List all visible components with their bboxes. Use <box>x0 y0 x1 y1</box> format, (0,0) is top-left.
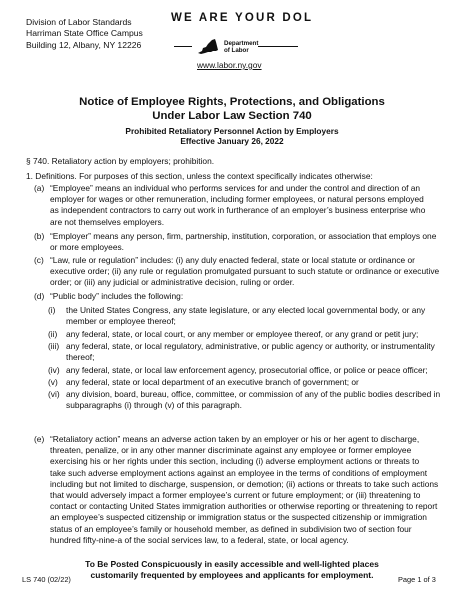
item-label: (vi) <box>48 389 60 399</box>
text-line: any division, board, bureau, office, committee, or commission of any of the public bodies described in <box>66 389 441 399</box>
text-line: any federal, state, or local regulatory, administrative, or public agency or authority, or instrumentality <box>66 341 435 351</box>
public-body-item <box>48 389 440 411</box>
item-label: (a) <box>34 183 45 193</box>
item-label: (b) <box>34 231 45 241</box>
text-line: “Law, rule or regulation” includes: (i) any duly enacted federal, state or local statute or ordinance or <box>50 255 415 265</box>
text-line: exercising his or her rights under this section, including (i) adverse employment actions or threats to <box>50 456 420 467</box>
definition-c <box>34 255 440 289</box>
text-line: “Employee” means an individual who performs services for and under the control and direction of an <box>50 183 421 193</box>
public-body-item <box>48 329 440 340</box>
notice-title: Notice of Employee Rights, Protections, and Obligations <box>79 96 385 108</box>
website-link[interactable]: www.labor.ny.gov <box>197 60 262 70</box>
item-text <box>66 329 418 340</box>
public-body-item <box>48 377 440 388</box>
logo-rule-right <box>258 46 298 47</box>
text-line: subparagraphs (i) through (v) of this paragraph. <box>66 400 242 411</box>
text-line: or more employees. <box>50 242 125 253</box>
text-line: any federal, state, or local law enforcement agency, prosecutorial office, or police or peace officer; <box>66 365 428 375</box>
notice-subtitle: Prohibited Retaliatory Personnel Action by Employers <box>125 126 339 136</box>
text-line: any federal, state, or local court, or any member or employee thereof, or any grand or petit jury; <box>66 329 419 339</box>
definition-d <box>34 291 440 302</box>
item-text <box>50 255 439 289</box>
text-line: the United States Congress, any state legislature, or any elected local governmental body, or any <box>66 305 426 315</box>
item-label: (e) <box>34 434 45 444</box>
agency-address <box>26 17 143 51</box>
item-text <box>50 183 425 228</box>
public-body-item <box>48 365 440 376</box>
address-line: Harriman State Office Campus <box>26 28 143 39</box>
item-label: (ii) <box>48 329 58 339</box>
text-line: status of an employee’s family or household member, as defined in subdivision two of section four <box>50 523 412 534</box>
item-text <box>50 434 438 546</box>
text-line: thereof; <box>66 352 95 363</box>
text-line: that would adversely impact a former employee’s current or future employment; or (iii) threatening to <box>50 490 421 501</box>
text-line: take such adverse employment actions against an employee in the terms of conditions of employment <box>50 467 428 478</box>
text-line: are not themselves employers. <box>50 216 165 227</box>
department-name: Department of Labor <box>224 40 259 54</box>
public-body-item <box>48 305 440 327</box>
slogan: WE ARE YOUR DOL <box>171 12 314 24</box>
item-label: (i) <box>48 305 56 315</box>
definitions-intro: 1. Definitions. For purposes of this section, unless the context specifically indicates otherwise: <box>26 171 373 181</box>
text-line: hundred fifty-nine-a of the social services law, to a federal, state, or local agency. <box>50 534 349 545</box>
address-line: Division of Labor Standards <box>26 17 132 27</box>
text-line: employer for wages or other remuneration, including former employees, or natural persons employed <box>50 194 424 205</box>
item-text <box>66 341 435 363</box>
text-line: including but not limited to discharge, suspension, or demotion; (ii) actions or threats to take such actions <box>50 478 439 489</box>
text-line: as independent contractors to carry out work in furtherance of an employer’s business enterprise who <box>50 205 426 216</box>
text-line: executive order; (ii) any rule or regulation promulgated pursuant to such statute or ordinance or executive <box>50 266 440 277</box>
form-number: LS 740 (02/22) <box>22 575 71 584</box>
item-label: (c) <box>34 255 44 265</box>
item-text <box>50 291 183 302</box>
text-line: an employee’s suspected citizenship or immigration status or the suspected citizenship or immigration <box>50 512 427 523</box>
text-line: contact or contacting United States immigration authorities or otherwise reporting or threatening to report <box>50 501 438 512</box>
definition-e <box>34 434 440 546</box>
item-text <box>66 389 440 411</box>
item-text <box>66 365 428 376</box>
item-text <box>66 377 359 388</box>
effective-date: Effective January 26, 2022 <box>180 136 284 146</box>
text-line: “Employer” means any person, firm, partnership, institution, corporation, or association that employs one <box>50 231 437 241</box>
logo-rule-left <box>174 46 192 47</box>
item-text <box>50 231 436 253</box>
text-line: member or employee thereof; <box>66 316 176 327</box>
item-text <box>66 305 425 327</box>
text-line: order; or (iii) any judicial or administrative decision, ruling or order. <box>50 277 295 288</box>
text-line: “Public body” includes the following: <box>50 291 184 301</box>
item-label: (d) <box>34 291 45 301</box>
definition-a <box>34 183 440 228</box>
text-line: any federal, state or local department of an executive branch of government; or <box>66 377 359 387</box>
dol-logo <box>174 38 298 56</box>
posting-notice: To Be Posted Conspicuously in easily accessible and well-lighted places customarily frequented by employees and applicants for employment. <box>85 559 379 580</box>
address-line: Building 12, Albany, NY 12226 <box>26 39 142 50</box>
notice-title-line2: Under Labor Law Section 740 <box>152 110 312 122</box>
text-line: “Retaliatory action” means an adverse action taken by an employer or his or her agent to discharge, <box>50 434 420 444</box>
item-label: (iv) <box>48 365 60 375</box>
public-body-item <box>48 341 440 363</box>
item-label: (v) <box>48 377 58 387</box>
section-heading: § 740. Retaliatory action by employers; prohibition. <box>26 156 215 166</box>
definition-b <box>34 231 440 253</box>
page-number: Page 1 of 3 <box>398 575 436 584</box>
text-line: threaten, penalize, or in any other manner discriminate against any employee or former employee <box>50 445 412 456</box>
item-label: (iii) <box>48 341 60 351</box>
new-york-state-icon <box>196 38 220 55</box>
